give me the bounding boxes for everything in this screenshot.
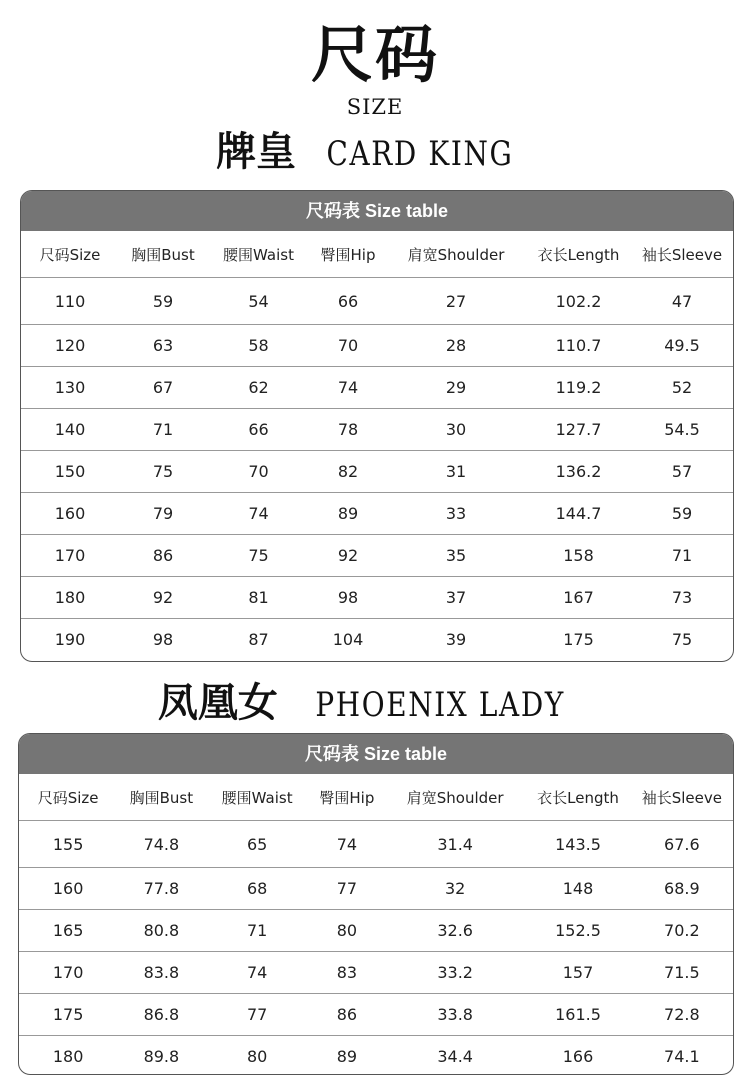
table-cell: 160 [19, 868, 117, 910]
table-cell: 33.2 [385, 952, 525, 994]
size-table [19, 774, 733, 1075]
table-cell: 67 [119, 367, 207, 409]
table-cell: 190 [21, 619, 119, 661]
table-row [21, 577, 733, 619]
table-cell: 120 [21, 325, 119, 367]
table-cell: 68.9 [631, 868, 733, 910]
table-cell: 89.8 [117, 1036, 205, 1076]
table-cell: 86 [309, 994, 385, 1036]
table-cell: 74 [206, 952, 309, 994]
table-cell: 77 [309, 868, 385, 910]
column-header-length: 衣长Length [526, 231, 631, 278]
table-row [21, 451, 733, 493]
table-cell: 119.2 [526, 367, 631, 409]
table-cell: 49.5 [631, 325, 733, 367]
table-cell: 167 [526, 577, 631, 619]
table-cell: 74 [310, 367, 386, 409]
size-table [21, 231, 733, 660]
column-header-row [21, 231, 733, 278]
table-cell: 71 [119, 409, 207, 451]
table-cell: 98 [310, 577, 386, 619]
table-cell: 75 [631, 619, 733, 661]
section-title-cn: 牌皇 [216, 128, 296, 175]
table-cell: 92 [119, 577, 207, 619]
table-cell: 62 [207, 367, 310, 409]
table-row [19, 821, 733, 868]
column-header-waist: 腰围Waist [206, 774, 309, 821]
table-cell: 170 [21, 535, 119, 577]
table-cell: 72.8 [631, 994, 733, 1036]
table-cell: 127.7 [526, 409, 631, 451]
table-header: 尺码表 Size table [19, 734, 733, 774]
table-cell: 52 [631, 367, 733, 409]
table-row [21, 367, 733, 409]
table-cell: 80.8 [117, 910, 205, 952]
table-cell: 71.5 [631, 952, 733, 994]
table-cell: 157 [525, 952, 630, 994]
table-cell: 32 [385, 868, 525, 910]
table-cell: 70 [310, 325, 386, 367]
table-cell: 58 [207, 325, 310, 367]
table-cell: 158 [526, 535, 631, 577]
table-row [19, 952, 733, 994]
table-cell: 110.7 [526, 325, 631, 367]
table-cell: 86.8 [117, 994, 205, 1036]
section-title-en: PHOENIX LADY [315, 685, 565, 725]
table-cell: 54.5 [631, 409, 733, 451]
column-header-hip: 臀围Hip [310, 231, 386, 278]
table-cell: 70.2 [631, 910, 733, 952]
section-title-phoenix-lady [0, 679, 750, 729]
table-cell: 74.8 [143, 834, 180, 854]
column-header-bust: 胸围Bust [119, 231, 207, 278]
table-cell: 59 [631, 493, 733, 535]
table-cell: 34.4 [385, 1036, 525, 1076]
table-cell: 92 [310, 535, 386, 577]
table-cell: 82 [310, 451, 386, 493]
table-cell: 87 [207, 619, 310, 661]
table-cell: 75 [207, 535, 310, 577]
table-cell: 74.1 [631, 1036, 733, 1076]
table-cell: 39 [386, 619, 526, 661]
table-body [19, 821, 733, 1076]
table-cell: 81 [207, 577, 310, 619]
table-row [21, 535, 733, 577]
table-cell: 80 [206, 1036, 309, 1076]
table-row [21, 409, 733, 451]
table-cell: 89 [310, 493, 386, 535]
table-cell: 98 [119, 619, 207, 661]
table-cell: 66 [207, 409, 310, 451]
table-row [19, 910, 733, 952]
table-cell: 170 [19, 952, 117, 994]
table-row [19, 1036, 733, 1076]
table-cell: 71 [631, 535, 733, 577]
table-row [21, 278, 733, 325]
table-header: 尺码表 Size table [21, 191, 733, 231]
column-header-length: 衣长Length [525, 774, 630, 821]
table-cell: 83.8 [117, 952, 205, 994]
table-cell: 33 [386, 493, 526, 535]
table-row [21, 619, 733, 661]
table-cell: 32.6 [385, 910, 525, 952]
table-cell: 78 [310, 409, 386, 451]
table-cell: 47 [671, 291, 693, 311]
table-cell: 160 [21, 493, 119, 535]
table-cell: 166 [525, 1036, 630, 1076]
table-cell: 31 [386, 451, 526, 493]
table-cell: 37 [386, 577, 526, 619]
column-header-waist: 腰围Waist [207, 231, 310, 278]
table-cell: 83 [309, 952, 385, 994]
table-cell: 68 [206, 868, 309, 910]
column-header-size: 尺码Size [21, 231, 119, 278]
section-title-cn: 凤凰女 [157, 679, 278, 726]
table-cell: 89 [309, 1036, 385, 1076]
table-cell: 30 [386, 409, 526, 451]
table-row [21, 325, 733, 367]
table-cell: 35 [386, 535, 526, 577]
table-cell: 73 [631, 577, 733, 619]
column-header-hip: 臀围Hip [309, 774, 385, 821]
table-cell: 74 [207, 493, 310, 535]
table-cell: 152.5 [525, 910, 630, 952]
column-header-size: 尺码Size [19, 774, 117, 821]
table-cell: 77 [206, 994, 309, 1036]
table-cell: 130 [21, 367, 119, 409]
column-header-sleeve: 袖长Sleeve [631, 774, 733, 821]
table-cell: 86 [119, 535, 207, 577]
table-cell: 66 [337, 291, 359, 311]
table-cell: 136.2 [526, 451, 631, 493]
table-cell: 144.7 [526, 493, 631, 535]
table-cell: 150 [21, 451, 119, 493]
table-row [19, 994, 733, 1036]
table-cell: 155 [52, 834, 84, 854]
size-table-card-king [20, 190, 734, 662]
table-cell: 180 [19, 1036, 117, 1076]
page-subtitle: SIZE [346, 95, 404, 119]
table-body [21, 278, 733, 661]
table-cell: 57 [631, 451, 733, 493]
table-cell: 63 [119, 325, 207, 367]
table-cell: 28 [386, 325, 526, 367]
table-cell: 104 [310, 619, 386, 661]
table-cell: 79 [119, 493, 207, 535]
table-cell: 29 [386, 367, 526, 409]
page-title: 尺码 [310, 18, 439, 91]
column-header-row [19, 774, 733, 821]
table-cell: 165 [19, 910, 117, 952]
table-cell: 148 [525, 868, 630, 910]
table-cell: 110 [54, 291, 86, 311]
table-cell: 67.6 [664, 834, 700, 854]
table-cell: 161.5 [525, 994, 630, 1036]
table-cell: 77.8 [117, 868, 205, 910]
table-cell: 102.2 [555, 291, 602, 311]
table-cell: 59 [152, 291, 174, 311]
section-title-card-king [0, 128, 750, 178]
table-cell: 143.5 [555, 834, 601, 854]
table-cell: 175 [19, 994, 117, 1036]
table-row [21, 493, 733, 535]
column-header-shoulder: 肩宽Shoulder [385, 774, 525, 821]
size-table-phoenix-lady [18, 733, 734, 1075]
table-cell: 70 [207, 451, 310, 493]
table-cell: 31.4 [437, 834, 473, 854]
table-cell: 54 [248, 291, 269, 311]
table-row [19, 868, 733, 910]
column-header-bust: 胸围Bust [117, 774, 205, 821]
column-header-shoulder: 肩宽Shoulder [386, 231, 526, 278]
table-cell: 27 [445, 291, 467, 311]
table-cell: 33.8 [385, 994, 525, 1036]
table-cell: 65 [246, 834, 268, 854]
table-cell: 175 [526, 619, 631, 661]
section-title-en: CARD KING [326, 134, 514, 174]
table-cell: 140 [21, 409, 119, 451]
column-header-sleeve: 袖长Sleeve [631, 231, 733, 278]
table-cell: 75 [119, 451, 207, 493]
table-cell: 71 [206, 910, 309, 952]
table-cell: 74 [336, 834, 358, 854]
table-cell: 80 [309, 910, 385, 952]
table-cell: 180 [21, 577, 119, 619]
